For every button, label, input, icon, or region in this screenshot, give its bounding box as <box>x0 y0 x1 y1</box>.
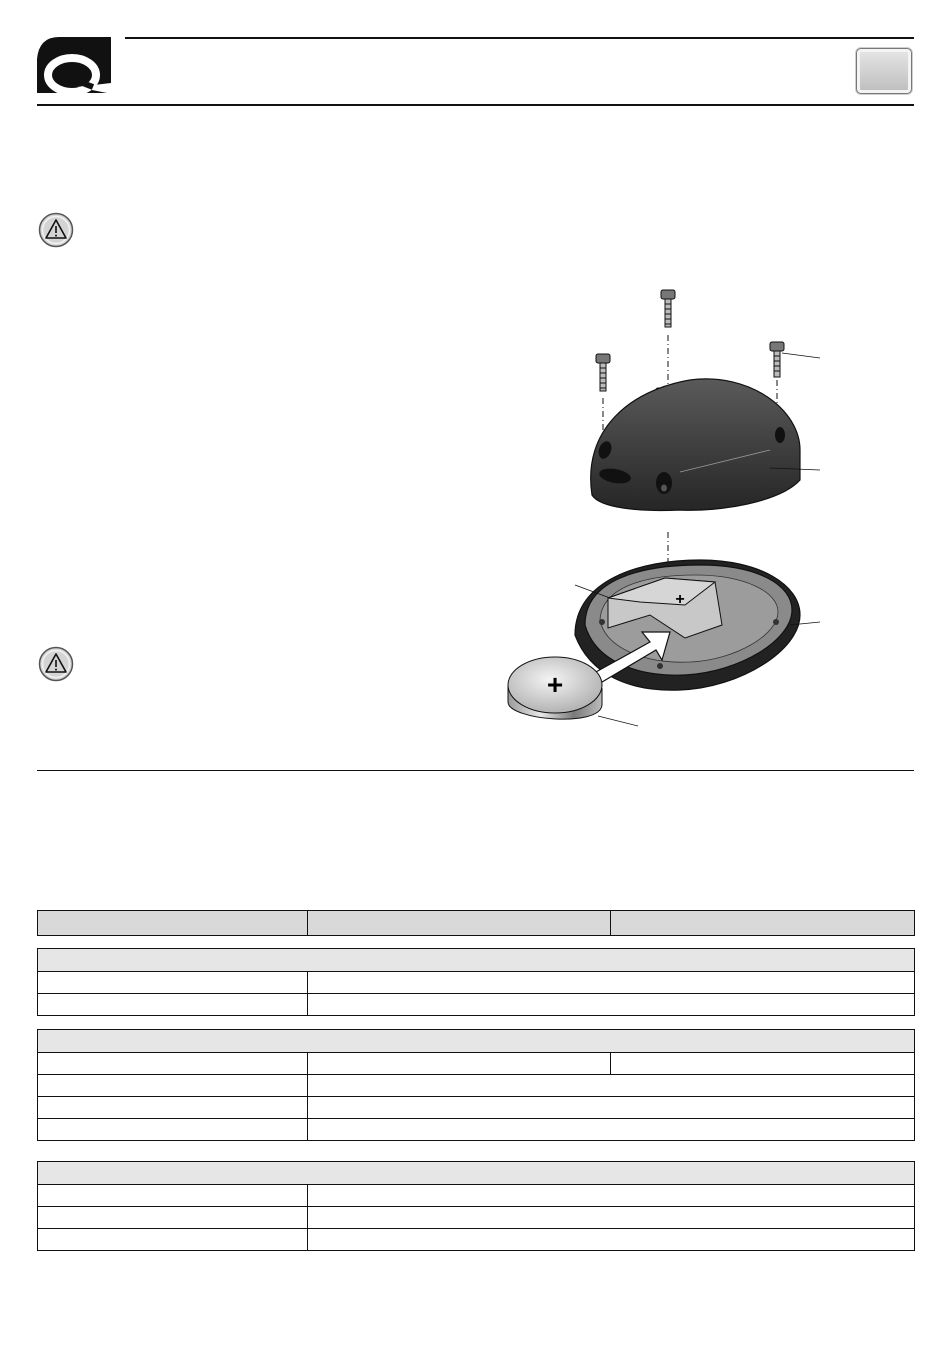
table-row <box>38 1075 915 1097</box>
table-cell <box>38 1075 308 1097</box>
table-row <box>38 1229 915 1251</box>
screw-icon <box>770 342 784 377</box>
table-cell <box>38 1053 308 1075</box>
table-row <box>38 1053 915 1075</box>
table-row <box>38 1097 915 1119</box>
warning-1 <box>38 212 74 248</box>
table-header-cell <box>308 911 611 936</box>
table-header-cell <box>38 911 308 936</box>
section-divider <box>37 770 914 771</box>
coin-battery-icon <box>508 657 602 719</box>
header-top-rule <box>125 37 914 39</box>
spec-table-header <box>37 910 915 936</box>
table-cell <box>611 1053 915 1075</box>
table-section-cell <box>38 1162 915 1185</box>
table-row <box>38 1185 915 1207</box>
table-section-cell <box>38 949 915 972</box>
holder-polarity-mark: + <box>675 591 685 608</box>
table-section-row <box>38 1162 915 1185</box>
table-section-row <box>38 949 915 972</box>
table-cell <box>38 1207 308 1229</box>
table-header-row <box>38 911 915 936</box>
table-row <box>38 1119 915 1141</box>
spec-table-section-1 <box>37 948 915 1016</box>
warning-triangle-icon <box>38 646 74 682</box>
brand-q-logo-icon <box>37 37 111 93</box>
screw-icon <box>596 354 610 391</box>
table-cell <box>308 1229 915 1251</box>
table-section-cell <box>38 1030 915 1053</box>
table-cell <box>38 1097 308 1119</box>
table-cell <box>308 1185 915 1207</box>
table-cell <box>38 1119 308 1141</box>
warning-triangle-icon <box>38 212 74 248</box>
screw-icon <box>661 290 675 327</box>
table-row <box>38 972 915 994</box>
table-cell <box>308 994 915 1016</box>
table-row <box>38 994 915 1016</box>
battery-polarity-mark: + <box>546 669 564 700</box>
table-cell <box>308 1119 915 1141</box>
header-bottom-rule <box>37 104 914 106</box>
table-row <box>38 1207 915 1229</box>
table-cell <box>38 1229 308 1251</box>
table-cell <box>38 994 308 1016</box>
spec-table-section-3 <box>37 1161 915 1251</box>
table-cell <box>308 1075 915 1097</box>
spec-table-section-2 <box>37 1029 915 1141</box>
table-cell <box>38 1185 308 1207</box>
table-cell <box>308 1053 611 1075</box>
dome-cover-icon <box>591 379 800 511</box>
table-header-cell <box>611 911 915 936</box>
table-cell <box>308 1207 915 1229</box>
brand-logo <box>37 37 111 93</box>
table-section-row <box>38 1030 915 1053</box>
battery-replacement-illustration <box>490 280 830 740</box>
table-cell <box>308 972 915 994</box>
table-cell <box>38 972 308 994</box>
warning-2 <box>38 646 74 682</box>
table-cell <box>308 1097 915 1119</box>
language-badge <box>856 48 912 94</box>
